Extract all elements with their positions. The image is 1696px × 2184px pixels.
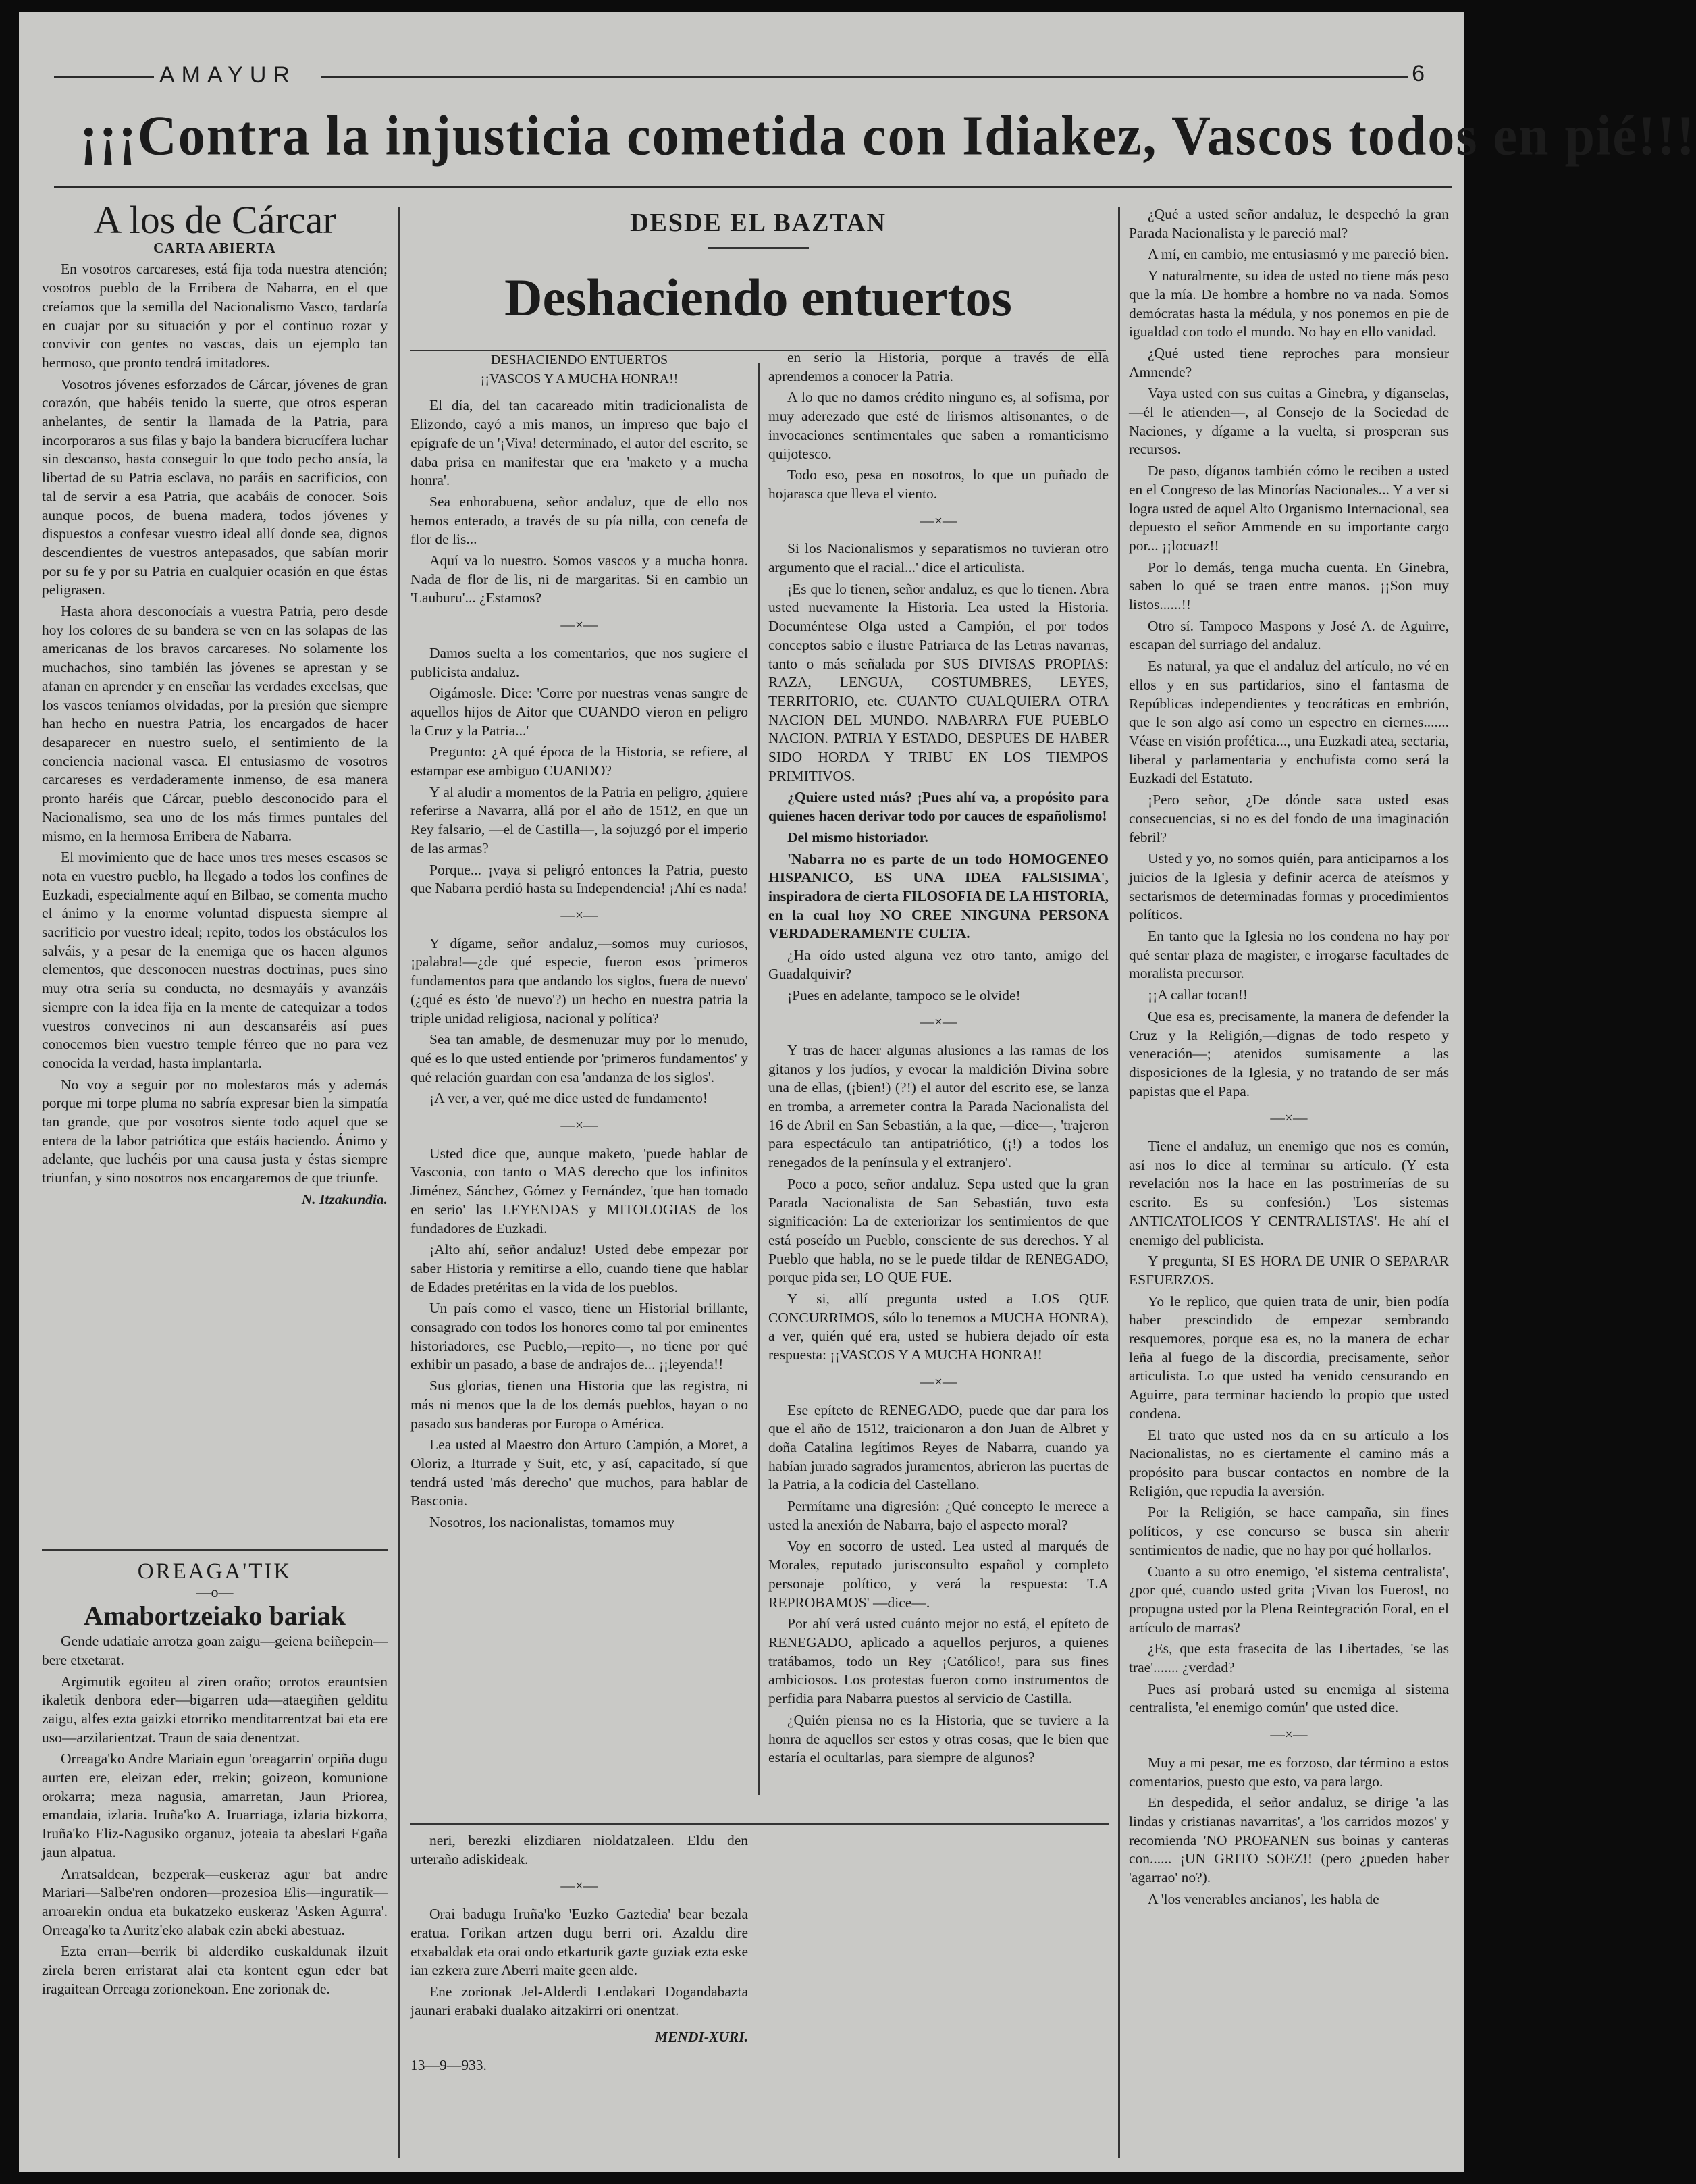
separator: —×— — [560, 1877, 598, 1894]
center-kicker: DESDE EL BAZTAN — [630, 209, 886, 237]
column-rule-3 — [1118, 207, 1120, 2158]
paragraph: Vaya usted con sus cuitas a Ginebra, y díganselas,—él le atienden—, al Consejo de la Sociedad de Naciones, y dígame a la vuelta, si prosperan sus recursos. — [1129, 385, 1449, 458]
paragraph: Usted y yo, no somos quién, para anticiparnos a los juicios de la Iglesia y definir acerca de ateísmos y sectarismos de determinadas formas y procedimientos políticos. — [1129, 850, 1449, 923]
signature: N. Itzakundia. — [301, 1191, 388, 1207]
paragraph: Poco a poco, señor andaluz. Sepa usted que la gran Parada Nacionalista de San Sebastián, tuvo esta significación: La de exteriorizar los sentimientos de que está poseído un Pueblo, consciente de sus derechos. Y al Pueblo que habla, no se le puede tildar de RENEGADO, porque pida ser, LO QUE FUE. — [768, 1175, 1109, 1286]
paragraph: Argimutik egoiteu al ziren oraño; orrotos erauntsien ikaletik denbora eder—bigarren uda—ataegiñen gelditu zaigu, alfes ezta gaizki etorriko menditarrentzat bai eta ere uso—arzilarientzat. Traun de saia denentzat. — [42, 1673, 388, 1746]
separator: —×— — [1270, 1110, 1308, 1126]
paragraph: ¡A ver, a ver, qué me dice usted de fundamento! — [429, 1090, 708, 1107]
paragraph: ¿Es, que esta frasecita de las Libertades, 'se las trae'....... ¿verdad? — [1129, 1640, 1449, 1676]
header-rule-left — [54, 76, 154, 78]
paragraph: ¡Pues en adelante, tampoco se le olvide! — [787, 987, 1021, 1004]
paragraph: El trato que usted nos da en su artículo a los Nacionalistas, no es ciertamente el camino más a propósito para buscar contactos en nombre de la Religión, que repudia la aversión. — [1129, 1426, 1449, 1499]
paragraph: Del mismo historiador. — [787, 829, 928, 846]
paragraph: El día, del tan cacareado mitin tradicionalista de Elizondo, cayó a mis manos, un impreso que bajo el epígrafe de un '¡Viva! determinado, el autor del escrito, se daba prisa en manifestar que era 'maketo y a mucha honra'. — [410, 397, 748, 489]
column-rule-1 — [398, 207, 400, 2158]
paragraph: Por ahí verá usted cuánto mejor no está, el epíteto de RENEGADO, aplicado a aquellos perjuros, a quienes tratábamos, todo un Rey ¡Católico!, para sus fines ambiciosos. Los protestas fueron como instrumentos de perfidia para Nabarra puestos al servicio de Castilla. — [768, 1615, 1109, 1707]
paragraph: En vosotros carcareses, está fija toda nuestra atención; vosotros pueblo de la Erribera de Nabarra, en el que creíamos que la semilla del Nacionalismo Vasco, tardaría en cuajar por su situación y por el continuo rozar y convivir con gentes no vascas, dais un ejemplo tan hermoso, que pronto tendrá imitadores. — [42, 261, 388, 371]
paragraph: Y si, allí pregunta usted a LOS QUE CONCURRIMOS, sólo lo tenemos a MUCHA HONRA), a ver, quién qué era, usted se hubiera dejado oír esta respuesta: ¡¡VASCOS Y A MUCHA HONRA!! — [768, 1291, 1109, 1363]
paragraph: A lo que no damos crédito ninguno es, al sofisma, por muy aderezado que esté de lirismos altisonantes, o de invocaciones sentimentales que saben a romanticismo quijotesco. — [768, 389, 1109, 462]
paragraph: Yo le replico, que quien trata de unir, bien podía haber prescindido de empezar sembrando resquemores, porque esa es, no la manera de echar leña al fuego de la discordia, precisamente, señor articulista. Lo que usted ha venido censurando en Aguirre, para terminar haciendo lo propio que usted condena. — [1129, 1293, 1449, 1422]
paragraph: Ezta erran—berrik bi alderdiko euskaldunak ilzuit zirela beren erristarat alai eta kontent egun eder bat iragaitean Orreaga zorionekoan. Ene zorionak de. — [42, 1943, 388, 1997]
separator: —×— — [560, 906, 598, 923]
paragraph: Ene zorionak Jel-Alderdi Lendakari Dogandabazta jaunari erabaki dualako aitzakirri ori onentzat. — [410, 1983, 748, 2019]
left-article — [42, 198, 388, 1541]
paragraph: Cuanto a su otro enemigo, 'el sistema centralista', ¿por qué, cuando usted grita ¡Vivan los Fueros!, no propugna usted por la Plena Reintegración Foral, en el artículo de marras? — [1129, 1563, 1449, 1636]
paragraph: Sus glorias, tienen una Historia que las registra, ni más ni menos que la de los demás pueblos, hayan o no pasado sus banderas por Europa o América. — [410, 1378, 748, 1432]
paragraph: ¡Pero señor, ¿De dónde saca usted esas consecuencias, si no es del fondo de una imaginación febril? — [1129, 791, 1449, 846]
center-title: Deshaciendo entuertos — [504, 268, 1012, 327]
left-article-subtitle: CARTA ABIERTA — [153, 239, 276, 256]
header-rule-right — [321, 76, 1408, 78]
paragraph: Usted dice que, aunque maketo, 'puede hablar de Vasconia, con tanto o MAS derecho que los infinitos Jiménez, Sánchez, Gómez y Fernández, 'que han tomado en serio' las LEYENDAS y MITOLOGIAS de los fundadores de Euzkadi. — [410, 1145, 748, 1237]
left-bottom-title: Amabortzeiako bariak — [84, 1601, 346, 1632]
left-bottom-article — [42, 1560, 388, 2161]
center-column-a — [410, 348, 748, 1815]
paragraph: Tiene el andaluz, un enemigo que nos es común, así nos lo dice al terminar su artículo. (Y esta revelación nos la hace en las postrimerías de su escrito. Es su confesión.) 'Los sistemas ANTICATOLICOS Y CENTRALISTAS'. He ahí el enemigo del publicista. — [1129, 1138, 1449, 1248]
paragraph: en serio la Historia, porque a través de ella aprendemos a conocer la Patria. — [768, 349, 1109, 384]
center-column-b — [768, 348, 1109, 1815]
paragraph: En tanto que la Iglesia no los condena no hay por qué sentar plaza de magister, e irrogarse facultades de moralista precursor. — [1129, 928, 1449, 982]
paragraph: Voy en socorro de usted. Lea usted al marqués de Morales, reputado jurisconsulto español y completo personaje político, y verá la respuesta: 'LA REPROBAMOS' —dice—. — [768, 1538, 1109, 1611]
paragraph: Arratsaldean, bezperak—euskeraz agur bat andre Mariari—Salbe'ren ondoren—prozesioa Elis—inguratik—arroarekin ondua eta bukatzeko euskeraz 'Asken Agurra'. Orreaga'ko ta Auritz'eko alabak ezin abeki abestuaz. — [42, 1865, 388, 1938]
banner-rule — [54, 186, 1452, 188]
paragraph: Pregunto: ¿A qué época de la Historia, se refiere, al estampar ese ambiguo CUANDO? — [410, 744, 748, 779]
paragraph: Muy a mi pesar, me es forzoso, dar término a estos comentarios, puesto que esto, va para largo. — [1129, 1754, 1449, 1790]
banner-headline: ¡¡¡Contra la injusticia cometida con Idiakez, Vascos todos en pié!!! — [80, 104, 1696, 167]
left-article-rule — [42, 1549, 388, 1551]
paragraph: Aquí va lo nuestro. Somos vascos y a mucha honra. Nada de flor de lis, ni de margaritas. Si en cambio un 'Lauburu'... ¿Estamos? — [410, 552, 748, 606]
paragraph: De paso, díganos también cómo le reciben a usted en el Congreso de las Minorías Nacionales... Y a ver si logra usted de aquel Alto Organismo Internacional, sea depuesto el señor Ammende en su importante cargo por... ¡¡locuaz!! — [1129, 463, 1449, 554]
paragraph: ¿Qué a usted señor andaluz, le despechó la gran Parada Nacionalista y le pareció mal? — [1129, 206, 1449, 241]
paragraph: En despedida, el señor andaluz, se dirige 'a las lindas y cristianas navarritas', a 'los carridos mozos' y recomienda 'NO PROFANEN sus boinas y canteras con...... ¡UN GRITO SOEZ!! (pero ¿pueden haber 'agarrao' no?). — [1129, 1794, 1449, 1886]
paragraph: ¡¡A callar tocan!! — [1148, 987, 1248, 1004]
separator: —×— — [560, 617, 598, 633]
paragraph: Sea tan amable, de desmenuzar muy por lo menudo, qué es lo que usted entiende por 'primeros fundamentos' y qué relación guardan con esa 'andanza de los siglos'. — [410, 1031, 748, 1085]
paragraph: Si los Nacionalismos y separatismos no tuvieran otro argumento que el racial...' dice el articulista. — [768, 540, 1109, 576]
left-article-title: A los de Cárcar — [93, 198, 336, 242]
paragraph: Nosotros, los nacionalistas, tomamos muy — [429, 1514, 675, 1531]
paragraph: Por la Religión, se hace campaña, sin fines políticos, y ese concurso se busca sin aherir sentimientos de nadie, que no hay por qué hollarlos. — [1129, 1504, 1449, 1558]
signature: MENDI-XURI. — [655, 2029, 748, 2046]
paragraph: ¡Es que lo tienen, señor andaluz, es que lo tienen. Abra usted nuevamente la Historia. Lea usted la Historia. Documéntese Olga usted a Campión, el por todos conceptos sabio e ilustre Patriarca de las Letras navarras, tanto o más señalada por SUS DIVISAS PROPIAS: RAZA, LENGUA, COSTUMBRES, LEYES, TERRITORIO, etc. CUANTO CUALQUIERA OTRA NACION DEL MUNDO. NABARRA FUE PUEBLO NACION. PATRIA Y ESTADO, DESPUES DE HABER SIDO HORDA Y TRIBU EN LOS TIEMPOS PRIMITIVOS. — [768, 580, 1109, 784]
paragraph: 'Nabarra no es parte de un todo HOMOGENEO HISPANICO, ES UNA IDEA FALSISIMA', inspiradora de cierta FILOSOFIA DE LA HISTORIA, en la cual hoy NO CREE NINGUNA PERSONA VERDADERAMENTE CULTA. — [768, 850, 1109, 942]
paragraph: ¿Qué usted tiene reproches para monsieur Amnende? — [1129, 344, 1449, 380]
left-bottom-kicker: OREAGA'TIK — [137, 1559, 292, 1584]
paragraph: ¿Quiere usted más? ¡Pues ahí va, a propósito para quienes hacen derivar todo por cauces de españolismo! — [768, 789, 1109, 825]
paragraph: Lea usted al Maestro don Arturo Campión, a Moret, a Oloriz, a Iturrade y Suit, etc, y así, capacitado, sí que tendrá usted 'más derecho' que muchos, para hablar de Basconia. — [410, 1436, 748, 1509]
newspaper-page — [19, 12, 1696, 2172]
paragraph: Porque... ¡vaya si peligró entonces la Patria, puesto que Nabarra perdió hasta su Independencia! ¡Ahí es nada! — [410, 861, 748, 897]
paragraph: Y al aludir a momentos de la Patria en peligro, ¿quiere referirse a Navarra, allá por el año de 1512, en que un Rey falsario, —el de Castilla—, la sojuzgó por el imperio de las armas? — [410, 783, 748, 856]
separator: —×— — [920, 1014, 957, 1031]
paragraph: Pues así probará usted su enemiga al sistema centralista, 'el enemigo común' que usted dice. — [1129, 1680, 1449, 1716]
center-subhead-1: DESHACIENDO ENTUERTOS — [490, 353, 668, 367]
separator: —×— — [920, 1373, 957, 1390]
paragraph: ¡Alto ahí, señor andaluz! Usted debe empezar por saber Historia y remitirse a ello, cuando tiene que hablar de Edades pretéritas en la vida de los pueblos. — [410, 1241, 748, 1295]
paragraph: No voy a seguir por no molestaros más y además porque mi torpe pluma no sabría expresar bien la simpatía tan grande, que por vosotros siente todo aquel que se entera de la labor patriótica que estáis haciendo. Ánimo y adelante, que luchéis por una causa justa y éstas siempre triunfan, y sino nosotros nos encargaremos de que triunfe. — [42, 1076, 388, 1187]
paragraph: Ese epíteto de RENEGADO, puede que dar para los que el año de 1512, traicionaron a don Juan de Albret y doña Catalina legítimos Reyes de Nabarra, cuando ya habían jurado sagrados juramentos, abrieron las puertas de la Patria, a la codicia del Castellano. — [768, 1401, 1109, 1493]
paragraph: El movimiento que de hace unos tres meses escasos se nota en vuestro pueblo, ha llegado a todos los confines de Euzkadi, especialmente aquí en Bilbao, se comenta mucho el ánimo y la enorme voluntad dispuesta siempre al sacrificio por vuestro ideal; repito, todos los obstáculos los salváis, y a pesar de la enemiga que os hacen algunos elementos, que desconocen nuestras doctrinas, pues sino muy otra sería su conducta, no desmayáis y avanzáis siempre con la idea fija en la mente de catequizar a todos vuestros convecinos ni aun descansaréis así pues conocemos bien vuestro temple férreo que no para vez conocida la verdad, hasta implantarla. — [42, 849, 388, 1071]
paragraph: Y naturalmente, su idea de usted no tiene más peso que la mía. De hombre a hombre no va nada. Somos demócratas hasta la médula, y nos ponemos en pie de igualdad con todo el mundo. No hay en ello vanidad. — [1129, 267, 1449, 340]
paragraph: A 'los venerables ancianos', les habla de — [1148, 1890, 1379, 1907]
notice-rule — [410, 1823, 1109, 1825]
ornament: —o— — [196, 1583, 234, 1601]
paragraph: Hasta ahora desconocíais a vuestra Patria, pero desde hoy los colores de su bandera se ven en las solapas de las americanas de los bravos carcareses. No solamente los muchachos, sino también las jóvenes se aprestan y se afanan en aprender y en enseñar las verdades excelsas, que los vascos teníamos olvidadas, por la presión que siempre han hecho en nuestra Patria, los encargados de hacer desaparecer en nuestro suelo, el sentimiento de la conciencia nacional vasca. El entusiasmo de vosotros carcareses es verdaderamente inmenso, de esa manera pronto haréis que Cárcar, pueblo desconocido para el Nacionalismo, sea uno de los más firmes puntales del mismo, en la hermosa Erribera de Nabarra. — [42, 603, 388, 844]
masthead: AMAYUR — [159, 62, 296, 88]
paragraph: Un país como el vasco, tiene un Historial brillante, consagrado con todos los honores como tal por eminentes historiadores, ese Pueblo,—repito—, no tiene por qué exhibir un pasado, a base de andrajos de... ¡¡leyenda!! — [410, 1300, 748, 1373]
paragraph: ¿Ha oído usted alguna vez otro tanto, amigo del Guadalquivir? — [768, 947, 1109, 982]
paragraph: A mí, en cambio, me entusiasmó y me pareció bien. — [1148, 246, 1449, 263]
separator: —×— — [1270, 1726, 1308, 1743]
paragraph: Y dígame, señor andaluz,—somos muy curiosos, ¡palabra!—¿de qué especie, fueron esos 'primeros fundamentos para que andando los siglos, fuera de nuevo' (¿qué es ésto 'de nuevo'?) un hecho en nuestra patria la triple unidad religiosa, nacional y política? — [410, 935, 748, 1026]
paragraph: Que esa es, precisamente, la manera de defender la Cruz y la Religión,—dignas de todo respeto y veneración—; atenidos sumisamente a las disposiciones de la Iglesia, y no tratando de ser más papistas que el Papa. — [1129, 1008, 1449, 1099]
paragraph: Orai badugu Iruña'ko 'Euzko Gaztedia' bear bezala eratua. Forikan artzen dugu berri ori. Azaldu dire etxabaldak eta orai ondo etkarturik gazte guziak ezta eske ian ezkera zure Aberri maite geen alde. — [410, 1906, 748, 1979]
center-subhead-2: ¡¡VASCOS Y A MUCHA HONRA!! — [480, 371, 679, 386]
paragraph: Otro sí. Tampoco Maspons y José A. de Aguirre, escapan del surriago del andaluz. — [1129, 617, 1449, 653]
paragraph: ¿Quién piensa no es la Historia, que se tuviere a la honra de aquellos ser estos y otras cosas, que le bien que estaría el ocultarlas, para siempre de algunos? — [768, 1711, 1109, 1766]
paragraph: Damos suelta a los comentarios, que nos sugiere el publicista andaluz. — [410, 644, 748, 680]
notice-block — [410, 1831, 748, 2156]
right-column — [1129, 205, 1449, 2161]
paragraph: Por lo demás, tenga mucha cuenta. En Ginebra, saben lo qué se traen entre manos. ¡¡Son muy listos......!! — [1129, 558, 1449, 613]
paragraph: Gende udatiaie arrotza goan zaigu—geiena beiñepein—bere etxetarat. — [42, 1633, 388, 1668]
date-stamp: 13—9—933. — [410, 2057, 487, 2074]
paragraph: Y pregunta, SI ES HORA DE UNIR O SEPARAR ESFUERZOS. — [1129, 1253, 1449, 1288]
paragraph: Todo eso, pesa en nosotros, lo que un puñado de hojarasca que lleva el viento. — [768, 467, 1109, 502]
paragraph: Sea enhorabuena, señor andaluz, que de ello nos hemos enterado, a través de su pía nilla, con cenefa de flor de lis... — [410, 493, 748, 548]
paragraph: Es natural, ya que el andaluz del artículo, no vé en ellos y en sus partidarios, sino el fantasma de Repúblicas independientes y teocráticas en embrión, que le son algo así como un espectro en ciernes....... Véase en visión profética..., una Euzkadi atea, sectaria, liberal y parlamentaria y enchufista como será la Euzkadi del Estatuto. — [1129, 658, 1449, 787]
paragraph: Y tras de hacer algunas alusiones a las ramas de los gitanos y los judíos, y evocar la maldición Divina sobre una de ellas, (¡bien!) (?!) el autor del escrito ese, se lanza en tromba, a arremeter contra la Parada Nacionalista del 16 de Abril en San Sebastián, a la que, —dice—, 'trajeron para espectáculo tan antipatriótico, (¡!) a todos los renegados de la península y el extranjero'. — [768, 1041, 1109, 1171]
center-kicker-rule — [708, 247, 809, 249]
separator: —×— — [560, 1117, 598, 1134]
paragraph: Vosotros jóvenes esforzados de Cárcar, jóvenes de gran corazón, que habéis tenido la suerte, que otros esperan anhelantes, de sentir la llamada de la Patria, para incorporaros a sus filas y bajo la bandera bicrucífera luchar sin descanso, hasta conseguir lo que todo pecho ansía, la libertad de su Patria esclava, no paráis en sacrificios, con tal de servir a esa Patria, que acabáis de conocer. Sois aunque pocos, de buena madera, todos jóvenes y dispuestos a confesar vuestro ideal allí donde sea, dignos descendientes de vuestros antepasados, que sabían morir por su fe y por su Patria en cualquier ocasión en que éstas peligrasen. — [42, 375, 388, 598]
separator: —×— — [920, 512, 957, 529]
paragraph: Orreaga'ko Andre Mariain egun 'oreagarrin' orpiña dugu aurten ere, eleizan eder, rrekin; goizeon, komunione orokarra; meza nagusia, amarretan, Jaun Priorea, emandaia, izlaria. Iruña'ko A. Iruarriaga, izlaria bizkorra, Iruña'ko Eliz-Nagusiko organuz, joteaia ta abeslari Egaña jaun alpatua. — [42, 1750, 388, 1861]
paragraph: Permítame una digresión: ¿Qué concepto le merece a usted la anexión de Nabarra, bajo el aspecto moral? — [768, 1498, 1109, 1533]
page-number: 6 — [1412, 61, 1425, 86]
paragraph: neri, berezki elizdiaren nioldatzaleen. Eldu den urteraño adiskideak. — [410, 1832, 748, 1867]
paragraph: Oigámosle. Dice: 'Corre por nuestras venas sangre de aquellos hijos de Aitor que CUANDO vieron en peligro la Cruz y la Patria...' — [410, 685, 748, 739]
column-rule-2 — [758, 363, 760, 1795]
